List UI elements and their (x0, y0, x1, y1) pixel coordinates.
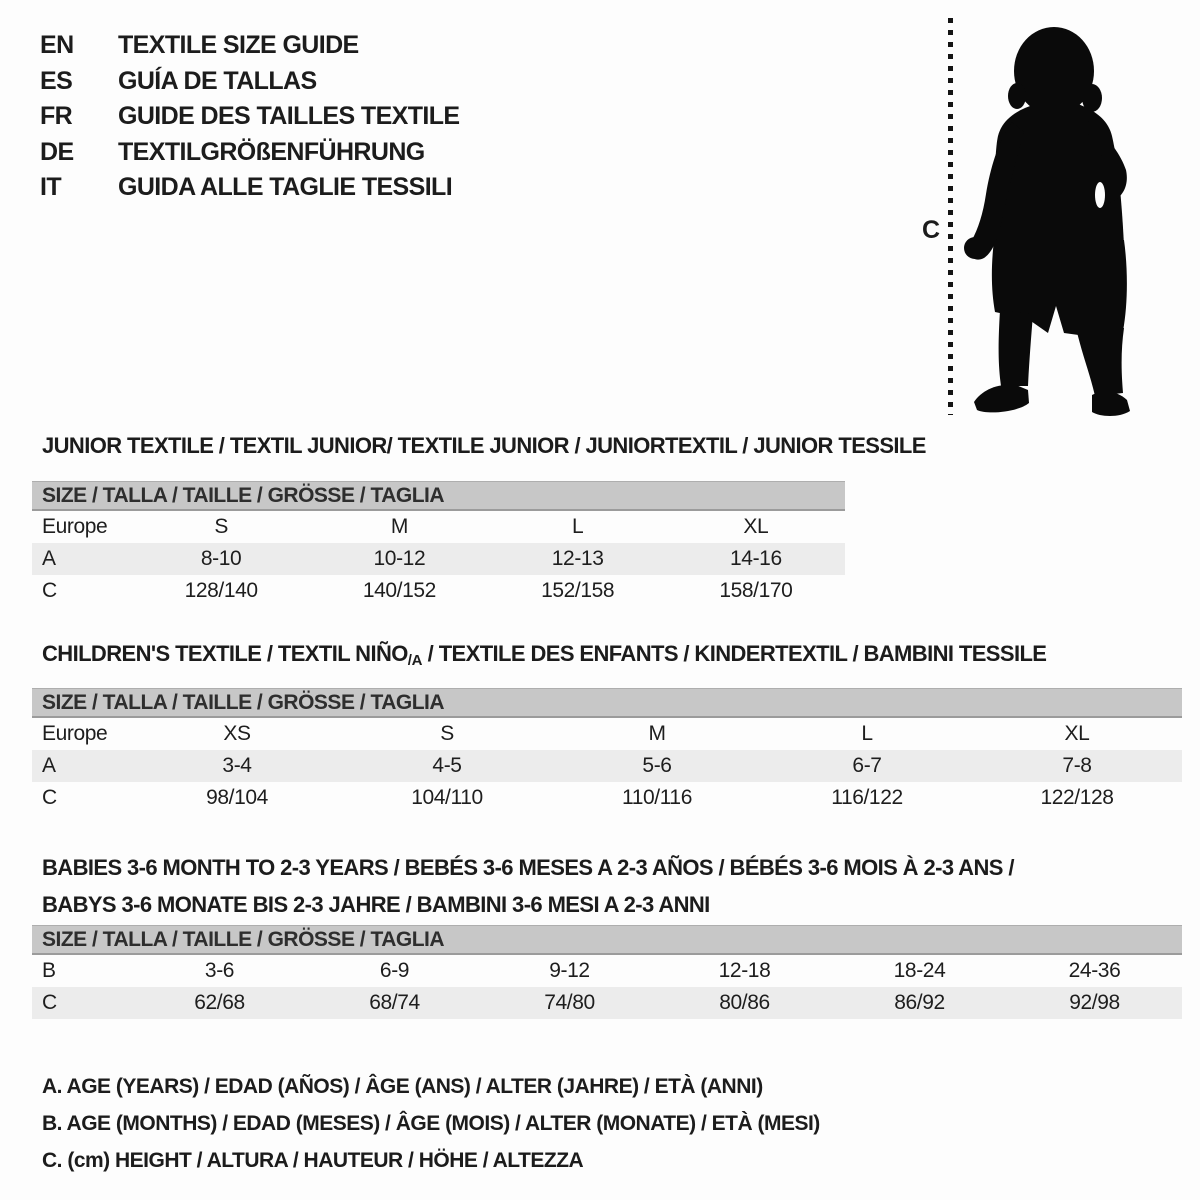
size-value: XS (223, 722, 251, 745)
age-value: 12-13 (551, 547, 604, 570)
age-value: 9-12 (549, 959, 590, 982)
age-value: 6-7 (852, 754, 882, 777)
age-value: 14-16 (730, 547, 782, 570)
language-row-de (40, 135, 460, 171)
table-row-age-years (32, 750, 1182, 782)
height-value: 128/140 (184, 579, 258, 602)
age-value: 7-8 (1062, 754, 1092, 777)
babies-title-line2: BABYS 3-6 MONATE BIS 2-3 JAHRE / BAMBINI 3-6 MESI A 2-3 ANNI (42, 892, 710, 917)
table-row-europe (32, 511, 845, 543)
size-value: M (648, 722, 666, 745)
height-value: 104/110 (411, 786, 483, 809)
age-value: 3-4 (222, 754, 252, 777)
age-value: 5-6 (642, 754, 672, 777)
table-row-age-years (32, 543, 845, 575)
size-value: M (390, 515, 408, 538)
row-label: A (42, 754, 56, 777)
toddler-silhouette-icon (958, 14, 1138, 419)
children-title-main: CHILDREN'S TEXTILE / TEXTIL NIÑO (42, 641, 408, 666)
age-value: 3-6 (204, 959, 235, 982)
legend-age-years: A. AGE (YEARS) / EDAD (AÑOS) / ÂGE (ANS) / ALTER (JAHRE) / ETÀ (ANNI) (42, 1074, 763, 1098)
height-value: 86/92 (894, 991, 945, 1014)
guide-title-en: TEXTILE SIZE GUIDE (118, 31, 359, 60)
row-label: Europe (42, 722, 108, 745)
row-label: B (42, 959, 56, 982)
height-dashed-line (948, 18, 953, 415)
height-value: 122/128 (1040, 786, 1114, 809)
legend-age-months: B. AGE (MONTHS) / EDAD (MESES) / ÂGE (MOIS) / ALTER (MONATE) / ETÀ (MESI) (42, 1111, 820, 1135)
children-title-rest: / TEXTILE DES ENFANTS / KINDERTEXTIL / BAMBINI TESSILE (422, 641, 1047, 666)
size-value: S (440, 722, 454, 745)
height-value: 116/122 (831, 786, 903, 809)
age-value: 8-10 (200, 547, 242, 570)
language-row-fr (40, 99, 460, 135)
height-value: 98/104 (206, 786, 268, 809)
height-value: 74/80 (544, 991, 595, 1014)
height-value: 68/74 (369, 991, 420, 1014)
measure-legend (42, 1068, 820, 1179)
height-value: 110/116 (622, 786, 692, 809)
table-row-age-months (32, 955, 1182, 987)
size-value: L (571, 515, 584, 538)
children-title-suffix: /A (407, 652, 423, 669)
age-value: 10-12 (373, 547, 426, 570)
age-value: 6-9 (379, 959, 410, 982)
height-value: 140/152 (362, 579, 436, 602)
table-row-height-cm (32, 575, 845, 607)
age-value: 4-5 (432, 754, 462, 777)
junior-size-table (32, 481, 845, 607)
size-value: XL (743, 515, 769, 538)
guide-title-es: GUÍA DE TALLAS (118, 66, 317, 95)
junior-table-title: JUNIOR TEXTILE / TEXTIL JUNIOR/ TEXTILE JUNIOR / JUNIORTEXTIL / JUNIOR TESSILE (42, 433, 926, 458)
height-value: 152/158 (541, 579, 615, 602)
children-table-title (42, 641, 1046, 667)
language-row-en (40, 28, 460, 64)
height-value: 62/68 (194, 991, 245, 1014)
babies-title-line1: BABIES 3-6 MONTH TO 2-3 YEARS / BEBÉS 3-6 MESES A 2-3 AÑOS / BÉBÉS 3-6 MOIS À 2-3 ANS / (42, 855, 1014, 880)
row-label: C (42, 991, 57, 1014)
row-label: C (42, 579, 57, 602)
row-label: A (42, 547, 56, 570)
babies-table-title (42, 849, 1014, 923)
size-header-band: SIZE / TALLA / TAILLE / GRÖSSE / TAGLIA (32, 481, 845, 511)
size-value: S (214, 515, 228, 538)
language-row-es (40, 64, 460, 100)
height-value: 80/86 (719, 991, 770, 1014)
babies-size-table (32, 925, 1182, 1019)
language-code: FR (40, 102, 73, 131)
language-row-it (40, 170, 460, 206)
age-value: 18-24 (893, 959, 946, 982)
language-code: EN (40, 31, 74, 60)
guide-title-it: GUIDA ALLE TAGLIE TESSILI (118, 173, 453, 202)
row-label: Europe (42, 515, 108, 538)
age-value: 24-36 (1068, 959, 1121, 982)
legend-height-cm: C. (cm) HEIGHT / ALTURA / HAUTEUR / HÖHE / ALTEZZA (42, 1148, 584, 1172)
children-size-table (32, 688, 1182, 814)
language-list (40, 28, 460, 206)
language-code: IT (40, 173, 62, 202)
row-label: C (42, 786, 57, 809)
language-code: DE (40, 137, 74, 166)
guide-title-fr: GUIDE DES TAILLES TEXTILE (118, 102, 460, 131)
size-value: L (861, 722, 873, 745)
guide-title-de: TEXTILGRÖßENFÜHRUNG (118, 137, 425, 166)
age-value: 12-18 (718, 959, 771, 982)
height-value: 92/98 (1069, 991, 1120, 1014)
table-row-europe (32, 718, 1182, 750)
size-header-band: SIZE / TALLA / TAILLE / GRÖSSE / TAGLIA (32, 925, 1182, 955)
language-code: ES (40, 66, 73, 95)
size-header-band: SIZE / TALLA / TAILLE / GRÖSSE / TAGLIA (32, 688, 1182, 718)
size-value: XL (1064, 722, 1090, 745)
height-value: 158/170 (719, 579, 793, 602)
height-measure-label: C (921, 216, 941, 244)
table-row-height-cm (32, 987, 1182, 1019)
table-row-height-cm (32, 782, 1182, 814)
